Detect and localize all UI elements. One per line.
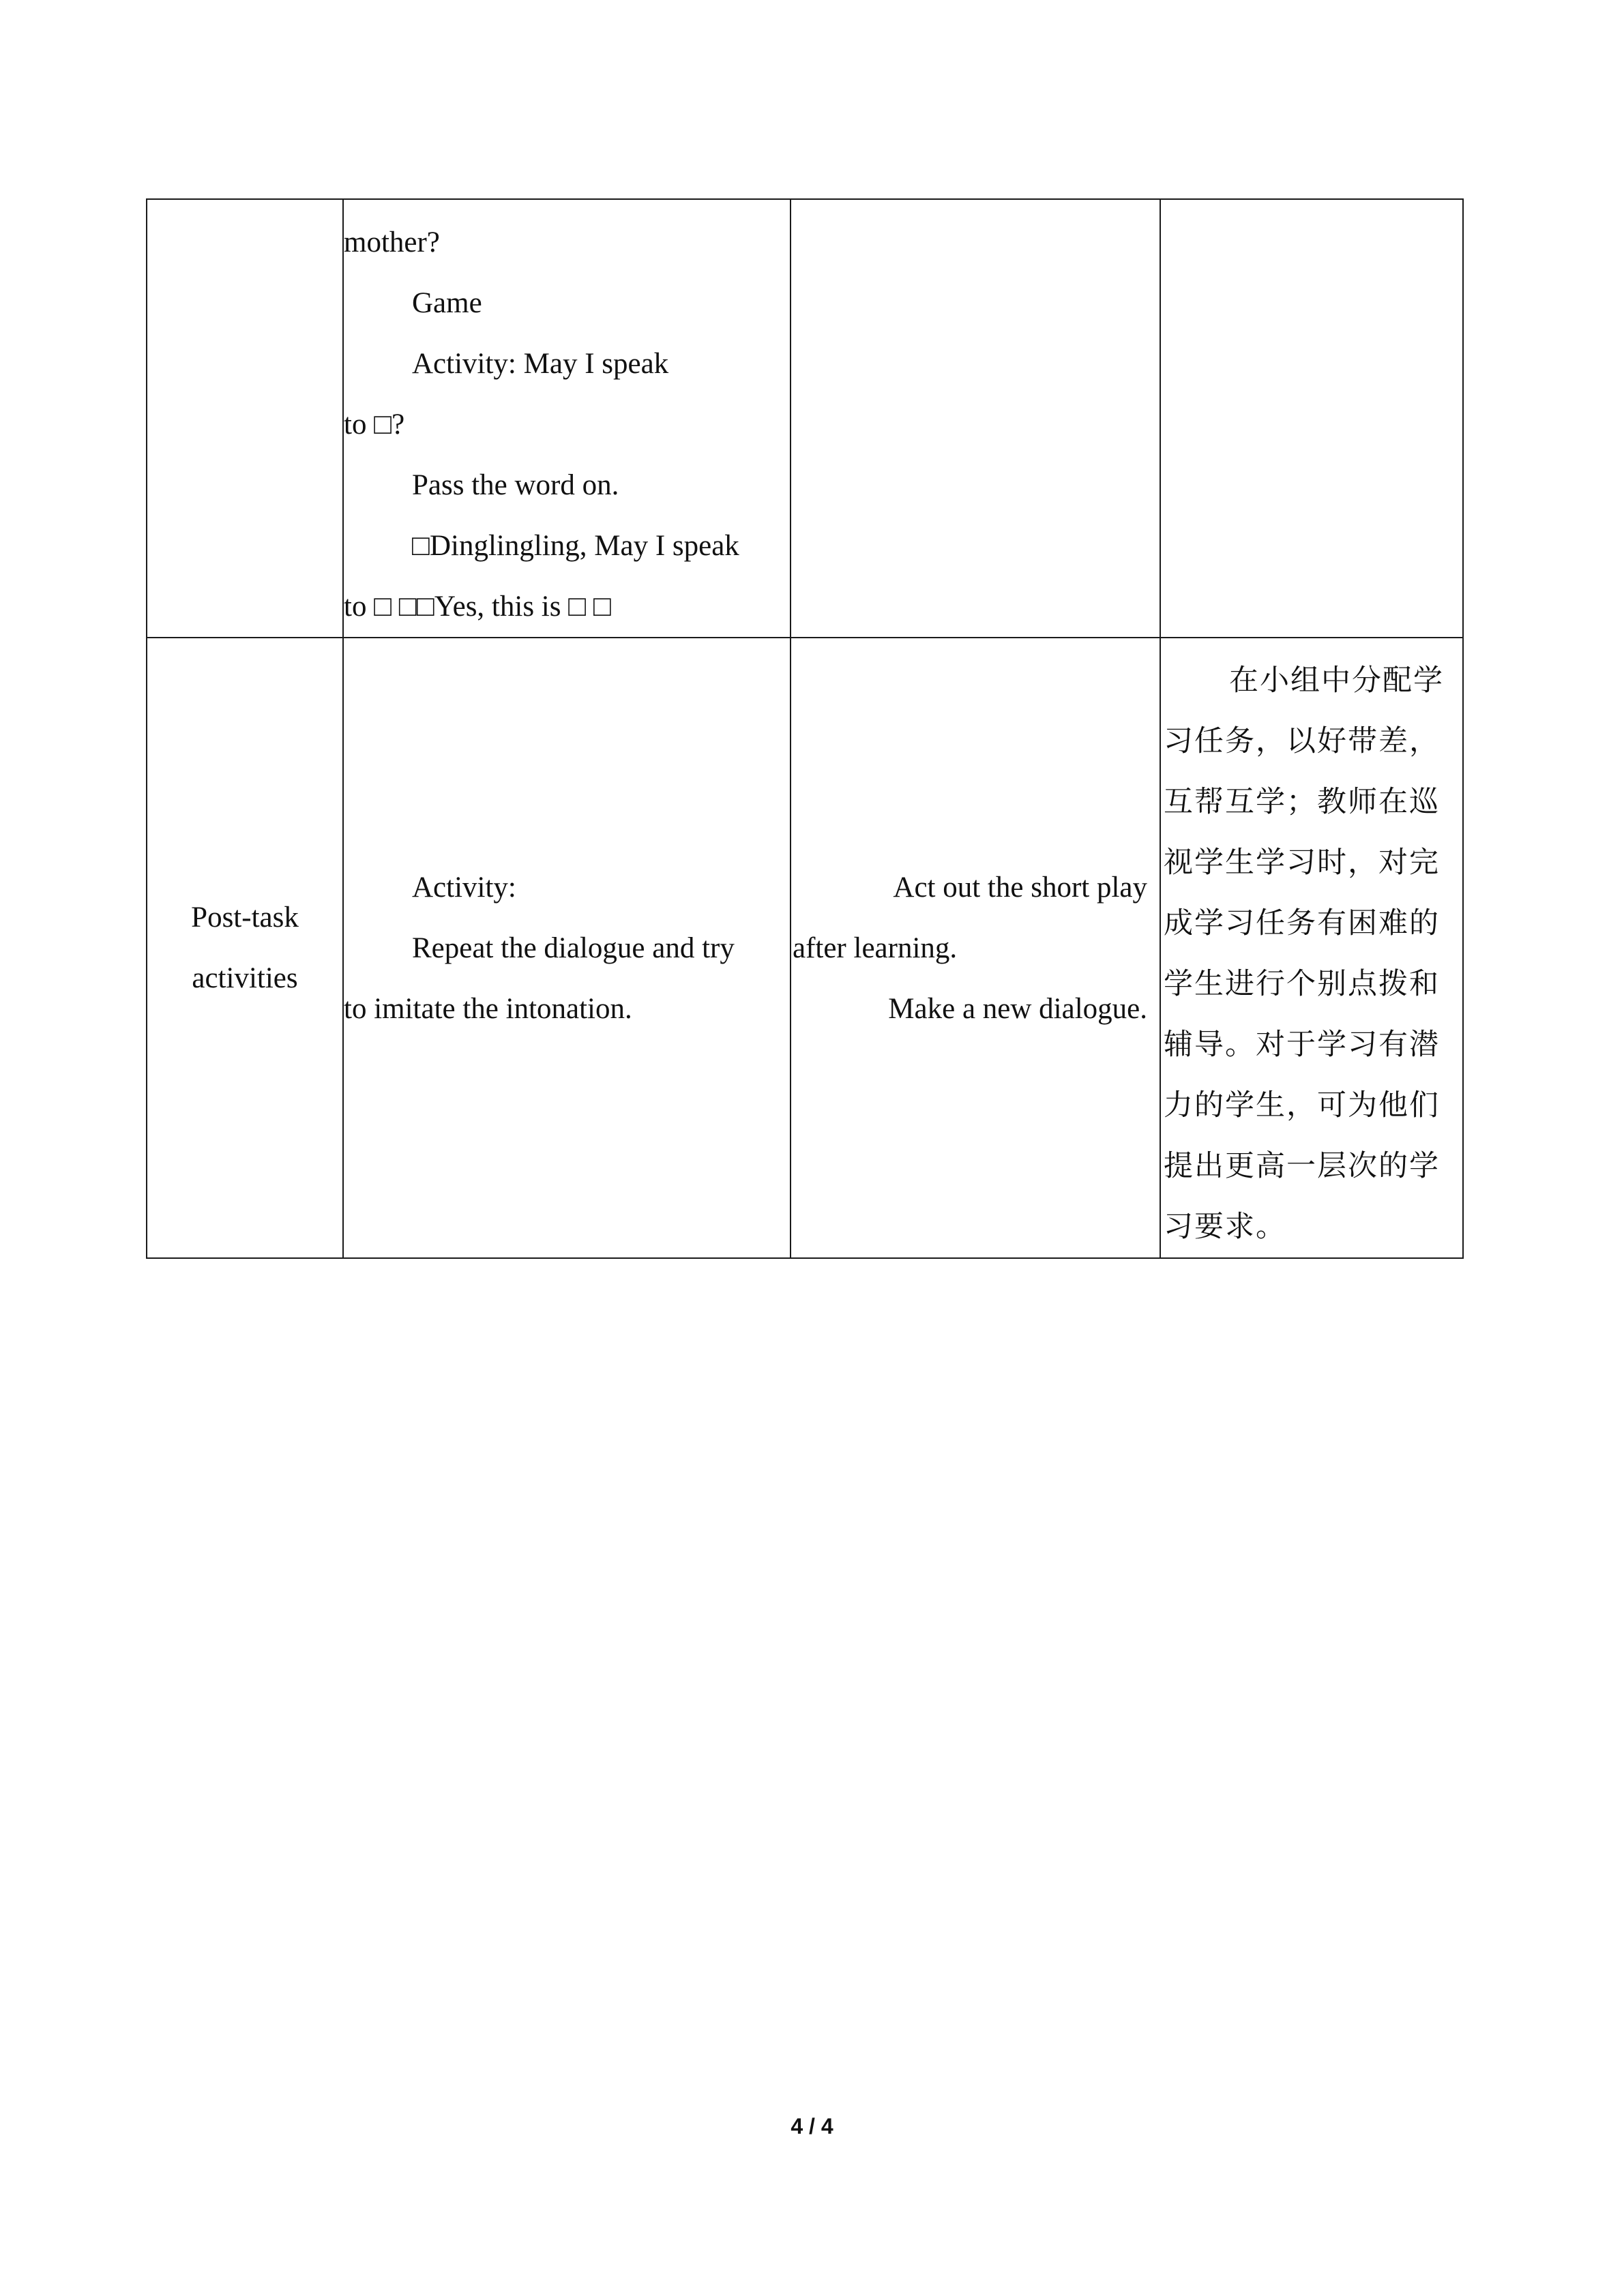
notes-cell [1160, 638, 1463, 1258]
teacher-activity-line: to □ □□Yes, this is □ □ [344, 591, 611, 623]
teacher-activity-line: to □? [344, 408, 405, 441]
notes-text: 在小组中分配学习任务，以好带差，互帮互学；教师在巡视学生学习时，对完成学习任务有困难的学生进行个别点拨和辅导。对于学习有潜力的学生，可为他们提出更高一层次的学习要求。 [1164, 664, 1444, 1244]
lesson-plan-table [146, 198, 1464, 1259]
notes-cell [1160, 199, 1463, 638]
teacher-activity-line: Repeat the dialogue and try [412, 931, 735, 964]
teacher-activity-line: Game [412, 287, 482, 319]
stage-label-line: activities [192, 962, 298, 994]
teacher-activity-line: Activity: May I speak [412, 348, 669, 380]
stage-cell [147, 638, 343, 1258]
student-activity-line: Make a new dialogue. [888, 992, 1147, 1025]
teacher-activity-cell [343, 638, 791, 1258]
student-activity-cell [791, 638, 1160, 1258]
teacher-activity-text [344, 200, 790, 637]
teacher-activity-cell [343, 199, 791, 638]
teacher-activity-line: Activity: [412, 871, 516, 904]
student-activity-cell [791, 199, 1160, 638]
student-activity-line: after learning. [793, 931, 958, 964]
table-row [147, 638, 1463, 1258]
teacher-activity-line: Pass the word on. [412, 469, 619, 501]
stage-label-line: Post-task [191, 901, 299, 934]
teacher-activity-line: □Dinglingling, May I speak [412, 530, 739, 562]
table-row [147, 199, 1463, 638]
page-number: 4 / 4 [791, 2114, 833, 2138]
teacher-activity-line: mother? [344, 226, 440, 258]
teacher-activity-line: to imitate the intonation. [344, 992, 632, 1025]
stage-cell [147, 199, 343, 638]
student-activity-line: Act out the short play [893, 871, 1147, 904]
